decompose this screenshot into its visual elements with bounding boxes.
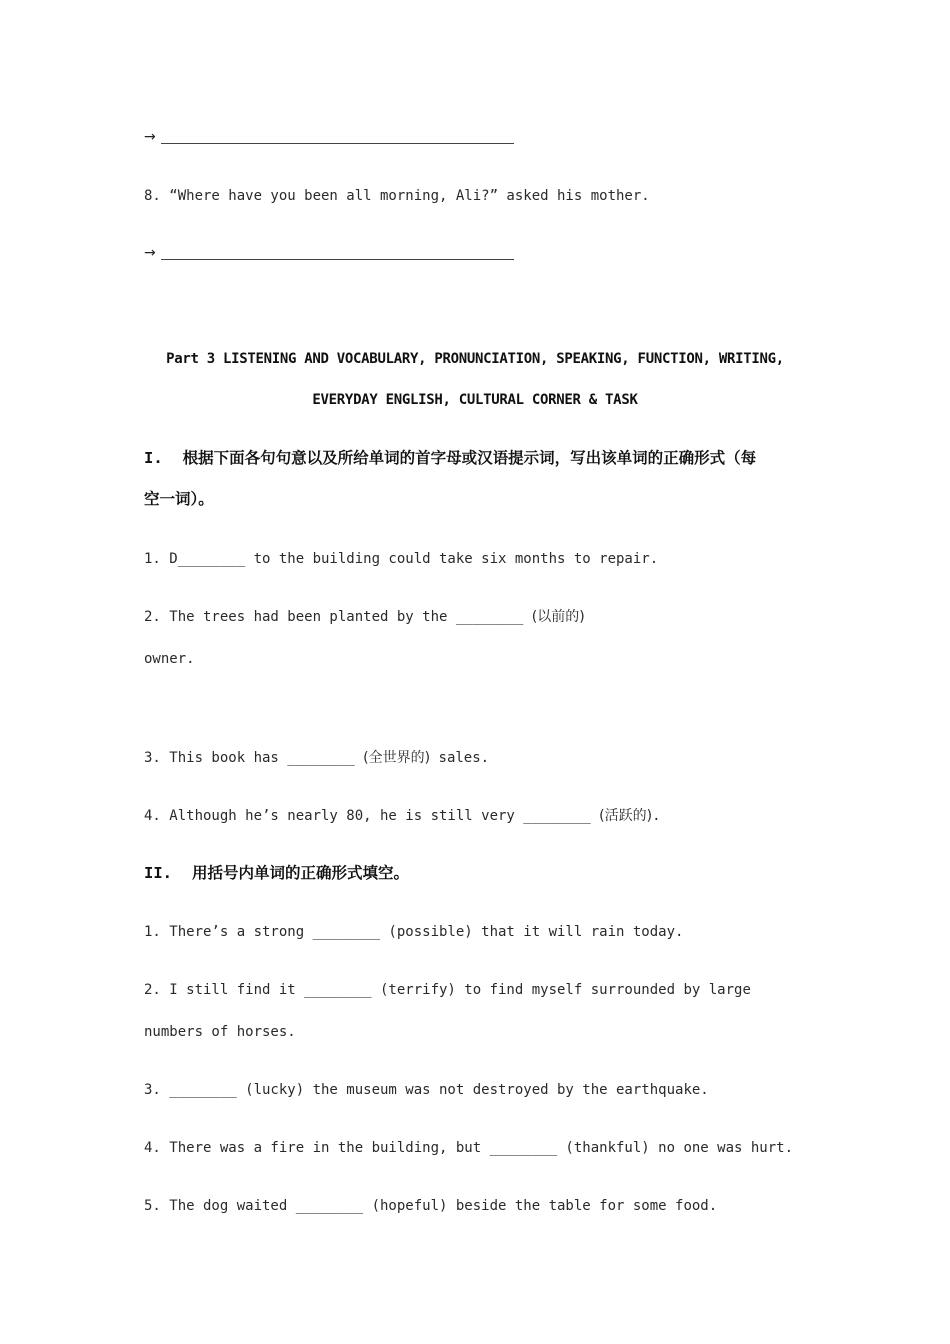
answer-rule [161,143,514,144]
question-8: 8. “Where have you been all morning, Ali?” asked his mother. [144,188,650,204]
section-number: II. [144,864,172,882]
part-title-line1: Part 3 LISTENING AND VOCABULARY, PRONUNCIATION, SPEAKING, FUNCTION, WRITING, [166,351,784,367]
section-1-item-2 [144,608,585,626]
section-instruction: 用括号内单词的正确形式填空。 [192,864,410,882]
answer-line[interactable] [144,128,514,146]
answer-line[interactable] [144,244,514,262]
section-2-item-2-cont: numbers of horses. [144,1024,296,1040]
arrow-icon: → [144,129,156,145]
section-2-item-1: 1. There’s a strong ________ (possible) that it will rain today. [144,924,684,940]
item-text: 1. D________ to the building could take six months to repair. [144,551,659,567]
section-2-item-4: 4. There was a fire in the building, but ________ (thankful) no one was hurt. [144,1140,794,1156]
item-hint: (活跃的) [599,808,653,824]
part-title-line2: EVERYDAY ENGLISH, CULTURAL CORNER & TASK [312,392,638,408]
item-hint: (全世界的) [363,750,431,766]
section-1-item-2-cont [144,650,195,668]
section-2-item-5: 5. The dog waited ________ (hopeful) beside the table for some food. [144,1198,718,1214]
section-1-item-3 [144,749,489,767]
item-text: 2. The trees had been planted by the ________ [144,609,532,625]
section-1-item-1 [144,550,658,568]
item-text: owner. [144,651,195,667]
item-text: 3. This book has ________ [144,750,364,766]
section-1-item-4 [144,807,661,825]
item-text-end: sales. [430,750,490,766]
item-text: 4. Although he’s nearly 80, he is still very ________ [144,808,600,824]
section-2-heading [144,852,814,894]
arrow-icon: → [144,245,156,261]
section-2-item-3: 3. ________ (lucky) the museum was not destroyed by the earthquake. [144,1082,709,1098]
item-hint: (以前的) [531,609,585,625]
section-2-item-2: 2. I still find it ________ (terrify) to find myself surrounded by large [144,982,751,998]
section-1-heading-cont: 空一词）。 [144,490,214,508]
item-text-end: . [652,808,661,824]
section-instruction: 根据下面各句句意以及所给单词的首字母或汉语提示词，写出该单词的正确形式（每 [182,449,757,467]
answer-rule [161,259,514,260]
section-number: I. [144,449,163,467]
section-1-heading [144,437,814,479]
